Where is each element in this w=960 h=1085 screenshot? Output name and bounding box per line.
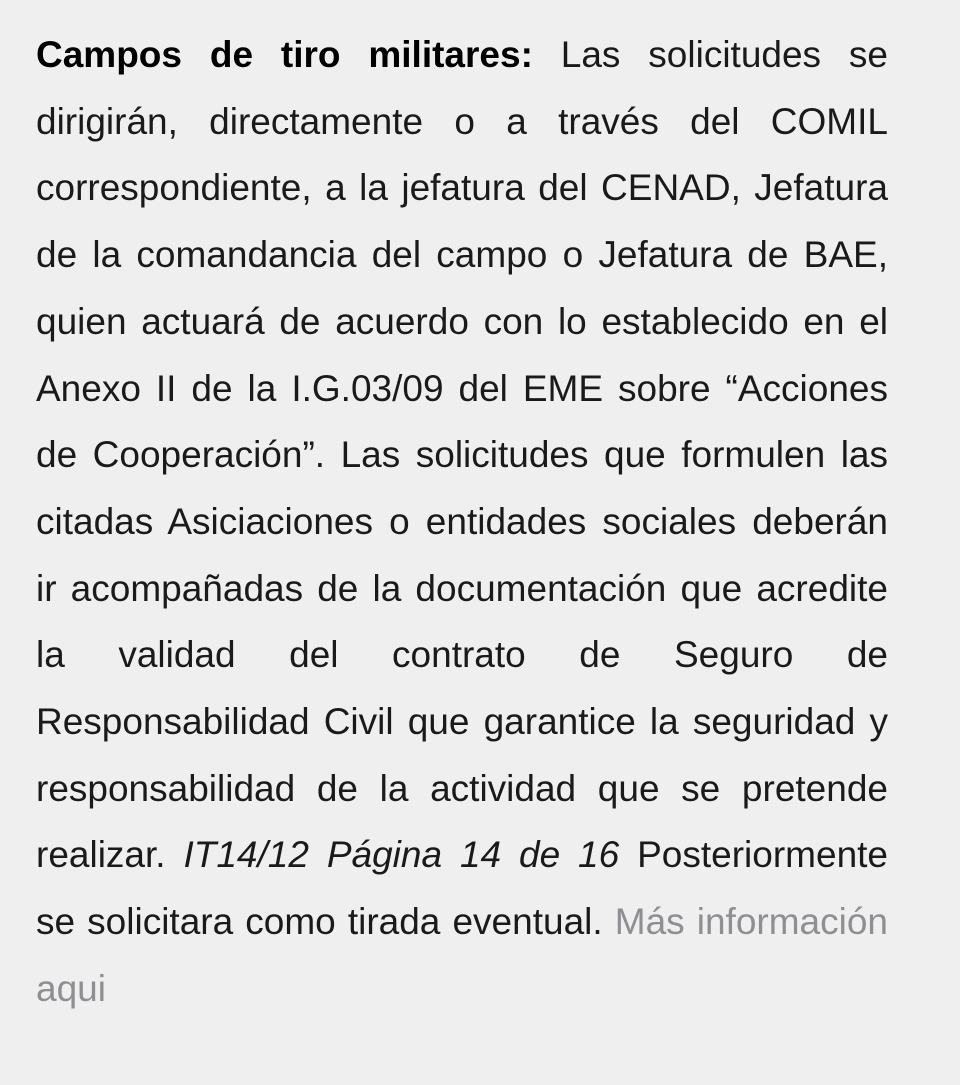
article-body-text: Las solicitudes se dirigirán, directamente o a través del COMIL correspondiente, a la jefatura del CENAD, Jefatura de la comandancia del campo o Jefatura de BAE, quien actuará de acuerdo con lo establecido en el Anexo II de la I.G.03/09 del EME sobre “Acciones de Cooperación”. Las solicitudes que formulen las citadas Asiciaciones o entidades sociales deberán ir acompañadas de la documentación que acredite la validad del contrato de Seguro de Responsabilidad Civil que garantice la seguridad y responsabilidad de la actividad que se pretende realizar. — [36, 34, 888, 876]
more-info-link[interactable]: Más información aqui — [36, 901, 889, 1009]
page-reference: IT14/12 Página 14 de 16 — [183, 834, 620, 876]
article-paragraph — [36, 22, 888, 1023]
closing-text: Posteriormente se solicitara como tirada eventual. — [36, 834, 889, 943]
section-heading: Campos de tiro militares: — [36, 34, 533, 75]
